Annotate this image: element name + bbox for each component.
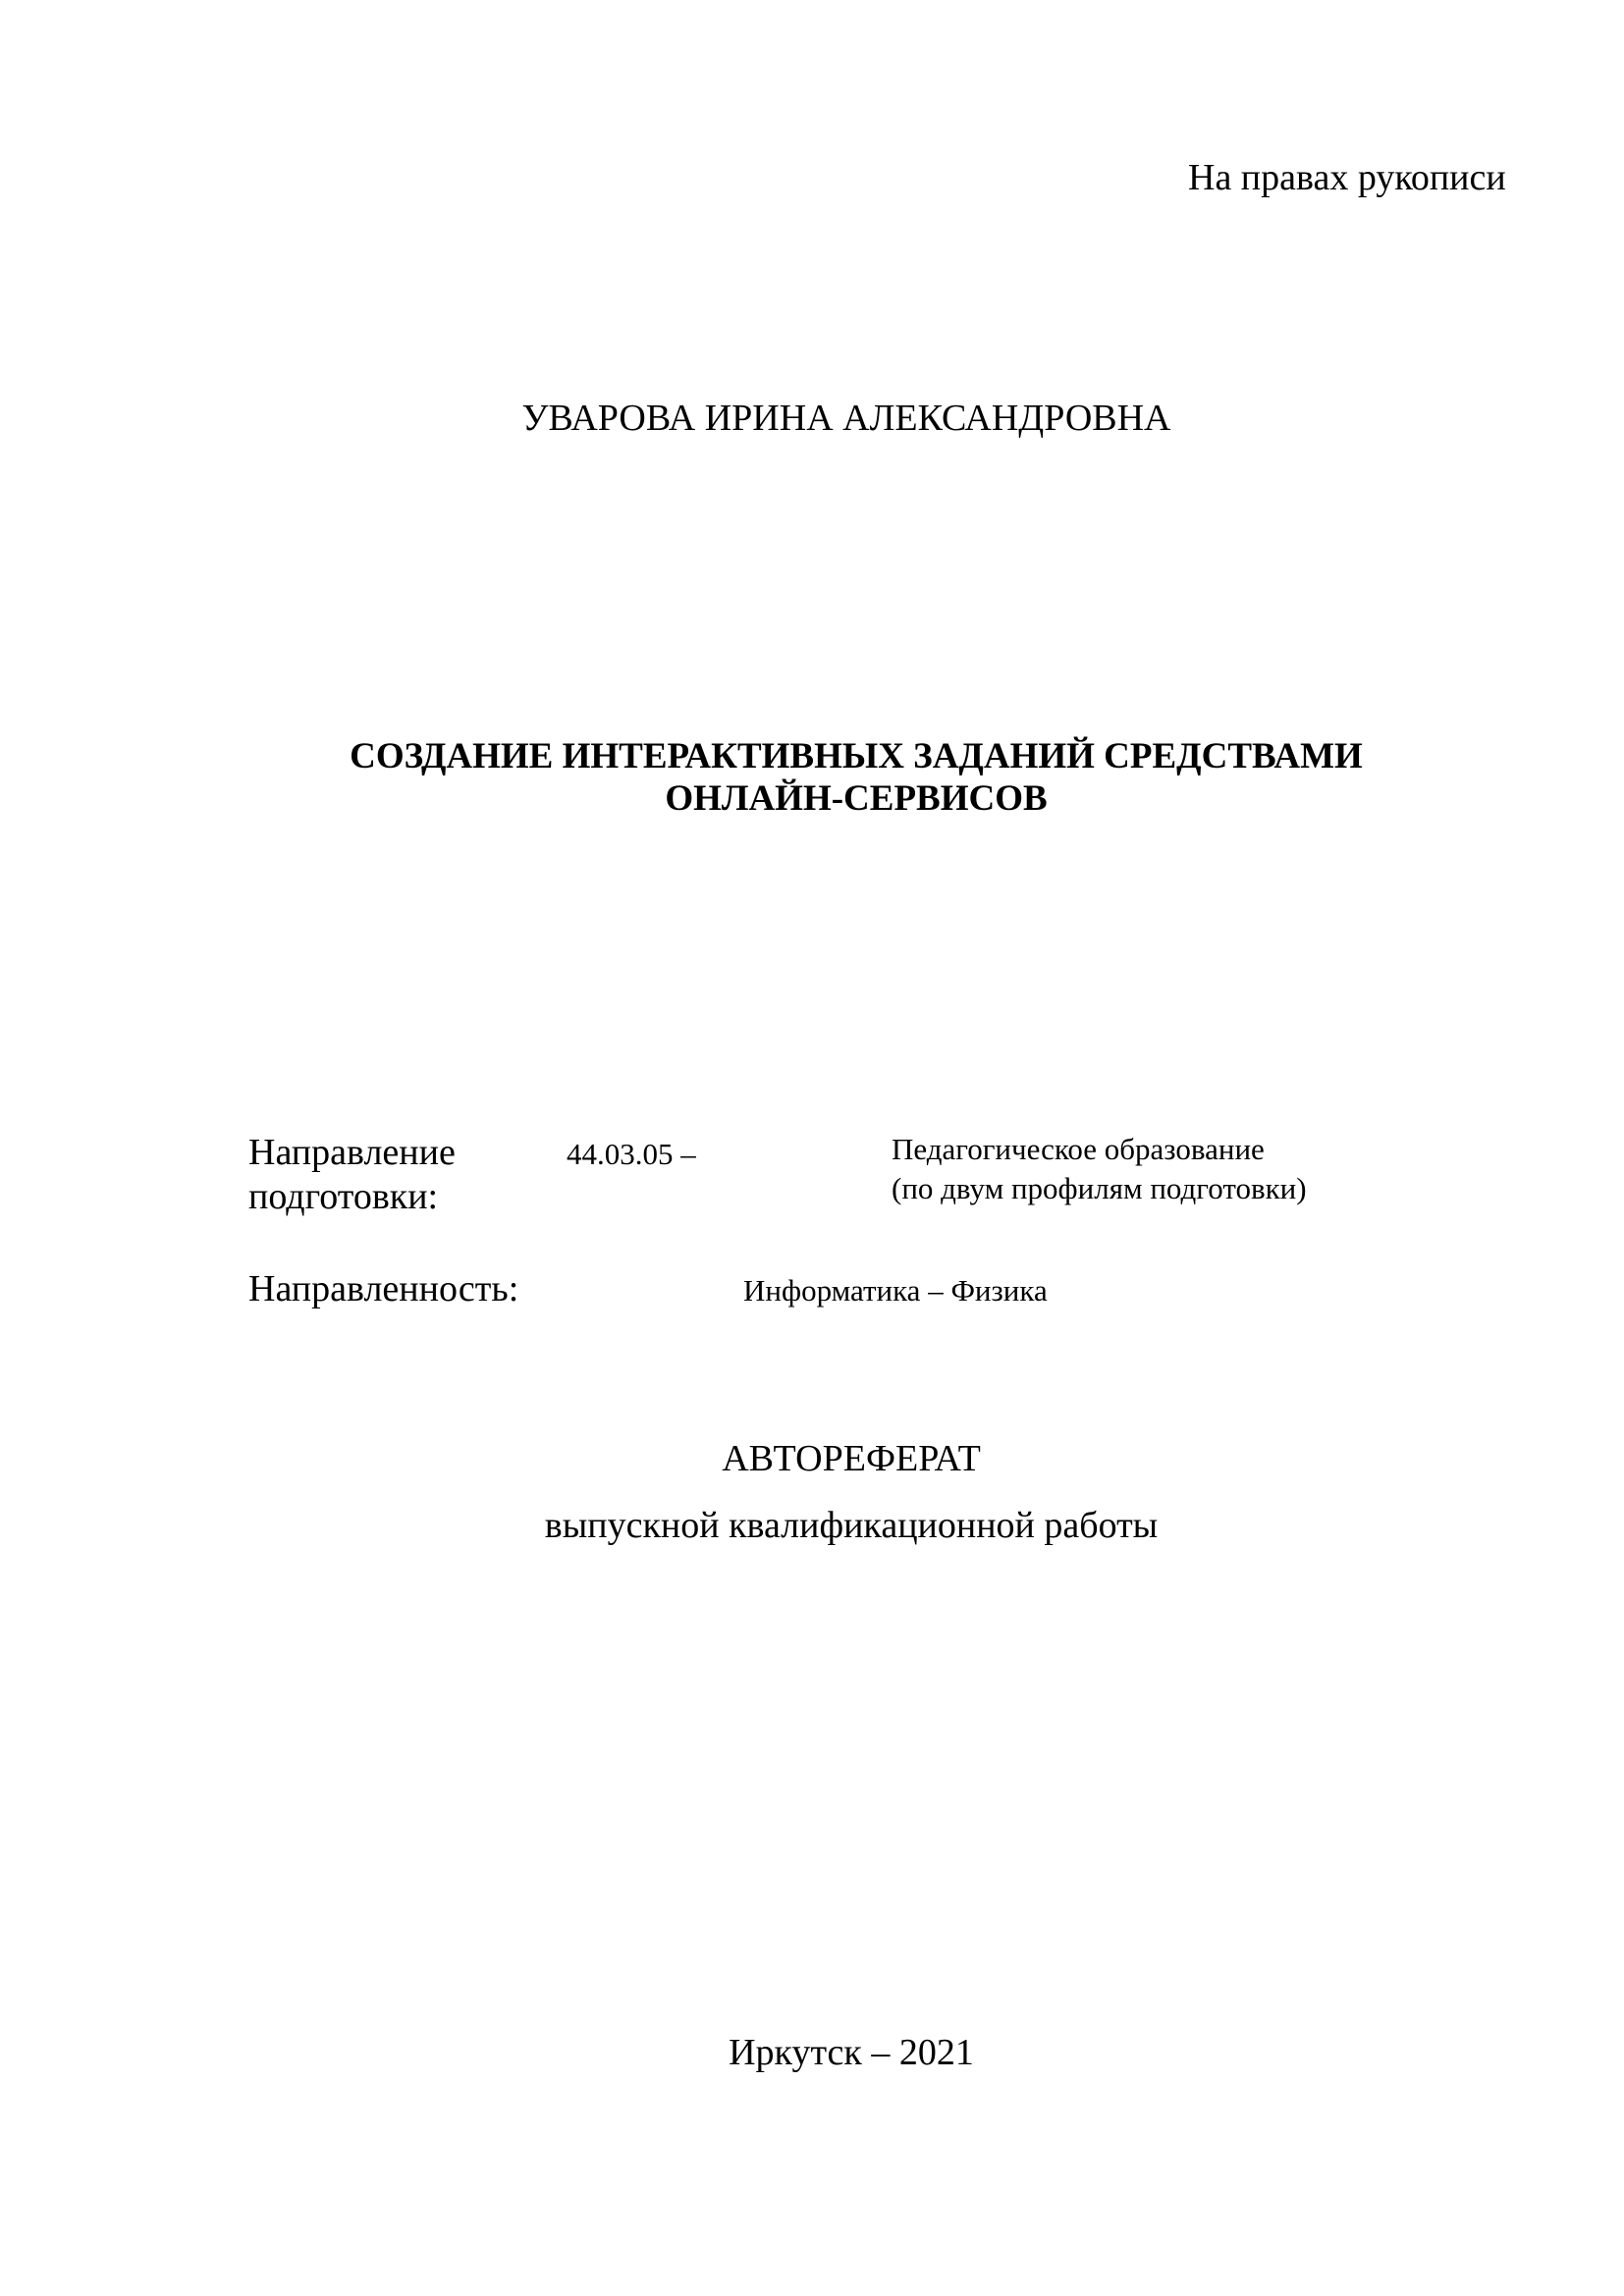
direction-name-line-2: (по двум профилям подготовки) <box>892 1171 1307 1205</box>
document-type-heading: АВТОРЕФЕРАТ <box>722 1438 981 1479</box>
focus-value: Информатика – Физика <box>743 1273 1048 1308</box>
direction-code: 44.03.05 – <box>567 1137 696 1171</box>
title-line-1: СОЗДАНИЕ ИНТЕРАКТИВНЫХ ЗАДАНИЙ СРЕДСТВАМИ <box>350 736 1363 776</box>
document-title <box>0 736 1624 820</box>
direction-label-line-1: Направление <box>248 1132 456 1173</box>
document-type-subheading: выпускной квалификационной работы <box>544 1505 1159 1546</box>
direction-label-line-2: подготовки: <box>248 1176 439 1217</box>
title-line-2: ОНЛАЙН-СЕРВИСОВ <box>665 777 1048 819</box>
rights-note: На правах рукописи <box>1188 157 1506 198</box>
author-name: УВАРОВА ИРИНА АЛЕКСАНДРОВНА <box>521 398 1171 439</box>
city-year: Иркутск – 2021 <box>729 2032 974 2073</box>
focus-label: Направленность: <box>248 1268 519 1309</box>
direction-name-line-1: Педагогическое образование <box>892 1132 1265 1166</box>
